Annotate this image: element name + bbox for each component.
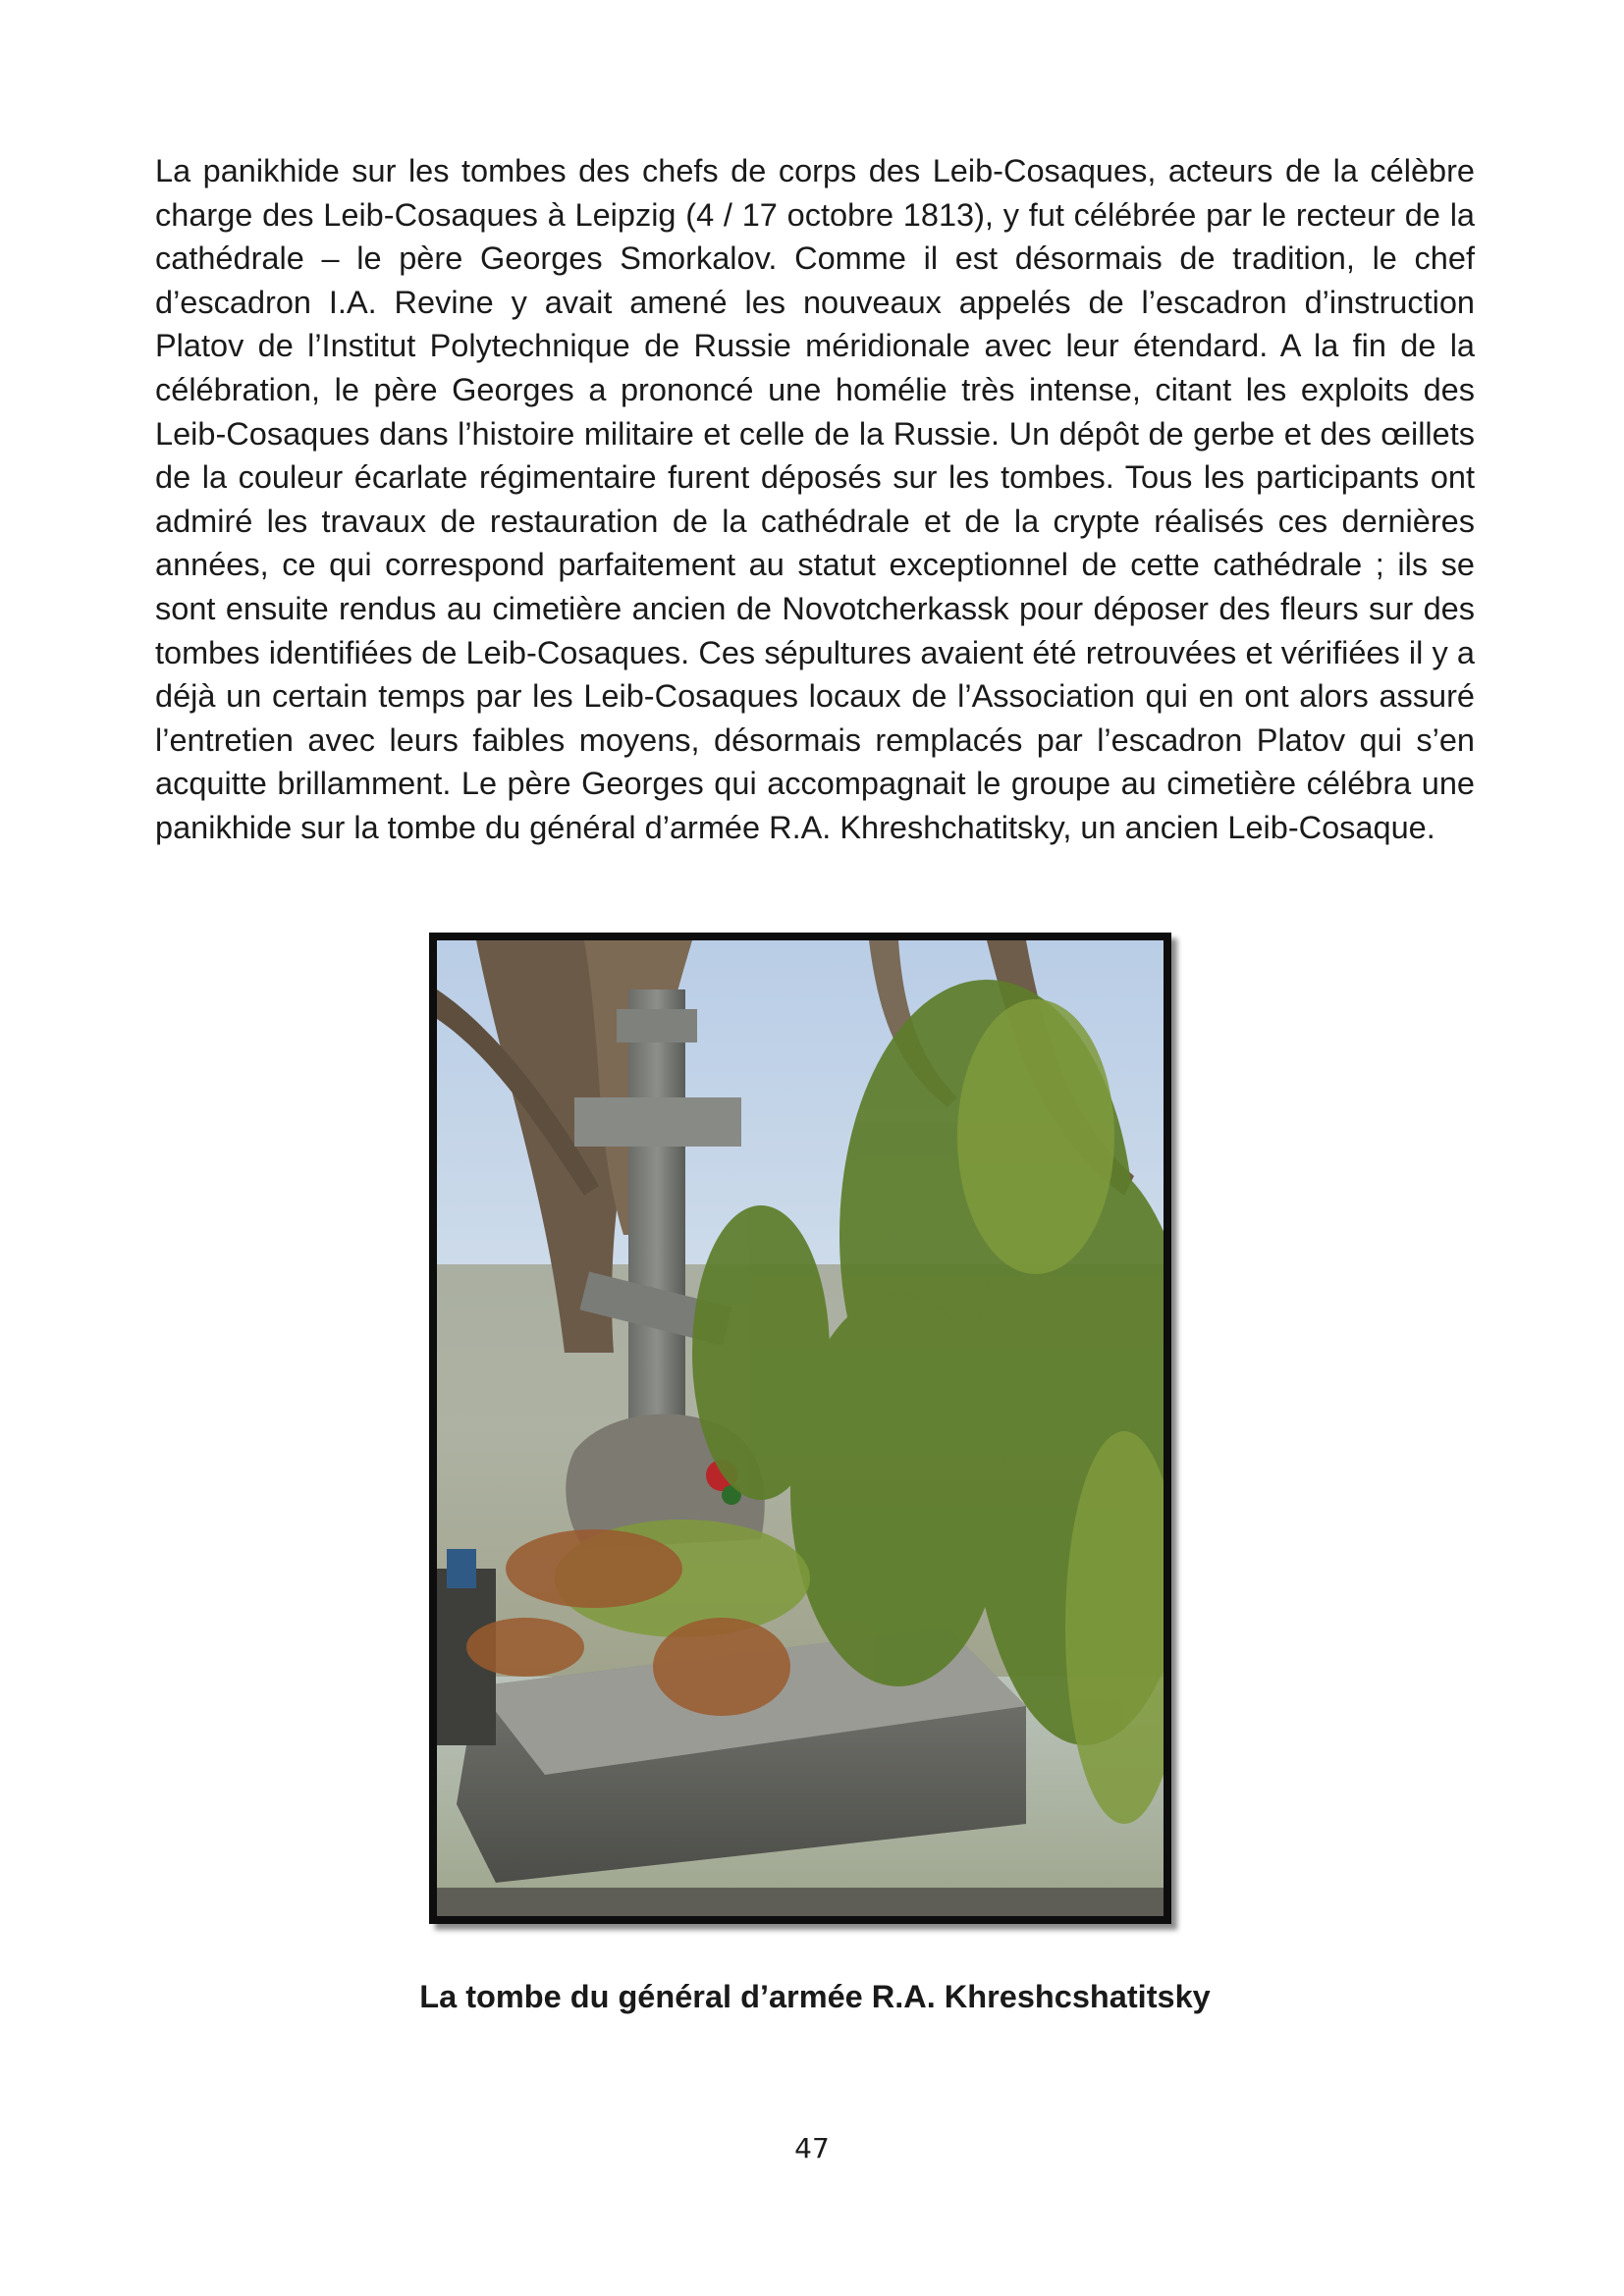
figure-caption: La tombe du général d’armée R.A. Khreshcshatitsky — [419, 1979, 1211, 2014]
tomb-photo — [429, 933, 1171, 1924]
tomb-photo-illustration — [437, 940, 1164, 1916]
page-number: 47 — [794, 2132, 830, 2164]
body-paragraph: La panikhide sur les tombes des chefs de corps des Leib-Cosaques, acteurs de la célèbre charge des Leib-Cosaques à Leipzig (4 / 17 octobre 1813), y fut célébrée par le recteur de la cathédrale – le père Georges Smorkalov. Comme il est désormais de tradition, le chef d’escadron I.A. Revine y avait amené les nouveaux appelés de l’escadron d’instruction Platov de l’Institut Polytechnique de Russie méridionale avec leur étendard. A la fin de la célébration, le père Georges a prononcé une homélie très intense, citant les exploits des Leib-Cosaques dans l’histoire militaire et celle de la Russie. Un dépôt de gerbe et des œillets de la couleur écarlate régimentaire furent déposés sur les tombes. Tous les participants ont admiré les travaux de restauration de la cathédrale et de la crypte réalisés ces dernières années, ce qui correspond parfaitement au statut exceptionnel de cette cathédrale ; ils se sont ensuite rendus au cimetière ancien de Novotcherkassk pour déposer des fleurs sur des tombes identifiées de Leib-Cosaques. Ces sépultures avaient été retrouvées et vérifiées il y a déjà un certain temps par les Leib-Cosaques locaux de l’Association qui en ont alors assuré l’entretien avec leurs faibles moyens, désormais remplacés par l’escadron Platov qui s’en acquitte brillamment. Le père Georges qui accompagnait le groupe au cimetière célébra une panikhide sur la tombe du général d’armée R.A. Khreshchatitsky, un ancien Leib-Cosaque. — [155, 153, 1475, 845]
